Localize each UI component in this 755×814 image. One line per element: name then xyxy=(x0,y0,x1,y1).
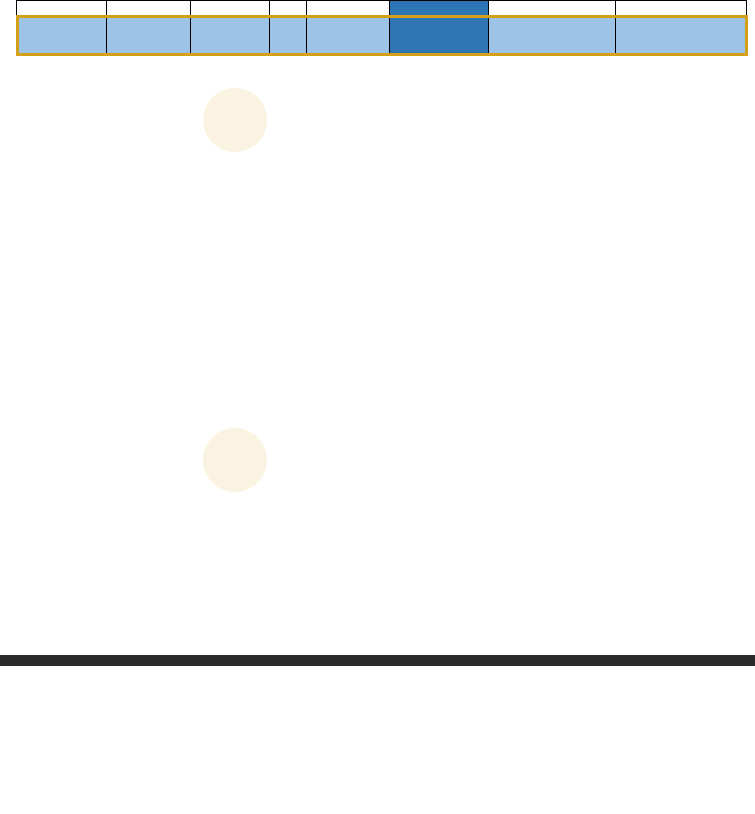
header-contract-size xyxy=(107,16,191,55)
watermark-logo xyxy=(190,60,550,180)
commodity-charges-table xyxy=(16,0,747,55)
watermark-logo-2 xyxy=(190,400,550,520)
header-cgt-5 xyxy=(489,16,616,55)
header-cgt-10 xyxy=(616,16,747,55)
header-fed xyxy=(270,16,307,55)
page-divider xyxy=(0,655,755,666)
header-charges xyxy=(307,16,390,55)
spacer-row xyxy=(17,1,747,16)
header-commodity xyxy=(17,16,107,55)
table-header-row xyxy=(17,16,747,55)
header-total-charges xyxy=(390,16,489,55)
header-zlk-commission xyxy=(191,16,270,55)
